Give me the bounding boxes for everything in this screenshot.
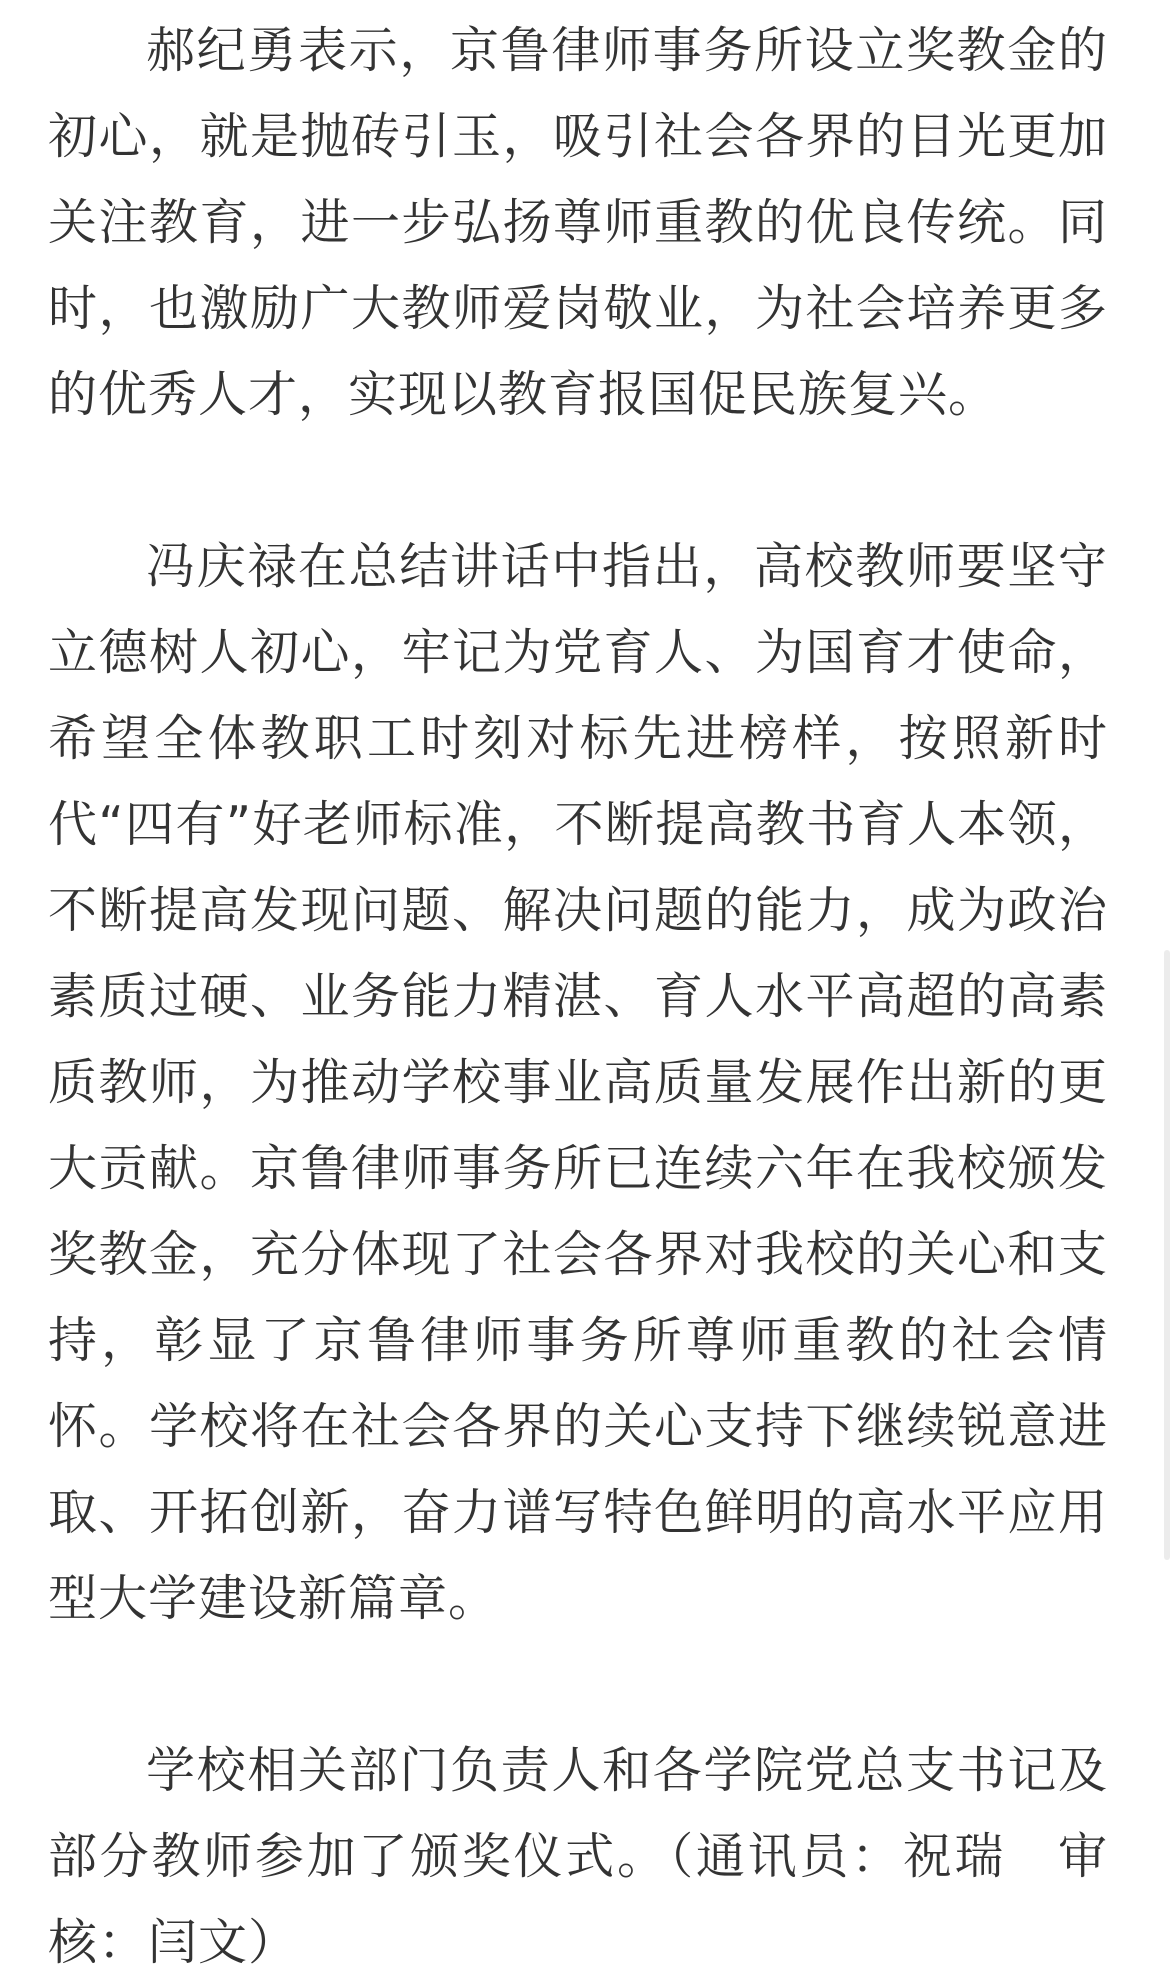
article-paragraph: 郝纪勇表示，京鲁律师事务所设立奖教金的初心，就是抛砖引玉，吸引社会各界的目光更加关注教育，进一步弘扬尊师重教的优良传统。同时，也激励广大教师爱岗敬业，为社会培养更多的优秀人才，实现以教育报国促民族复兴。 bbox=[48, 22, 1108, 423]
article-paragraph: 冯庆禄在总结讲话中指出，高校教师要坚守立德树人初心，牢记为党育人、为国育才使命，希望全体教职工时刻对标先进榜样，按照新时代“四有”好老师标准，不断提高教书育人本领，不断提高发现问题、解决问题的能力，成为政治素质过硬、业务能力精湛、育人水平高超的高素质教师，为推动学校事业高质量发展作出新的更大贡献。京鲁律师事务所已连续六年在我校颁发奖教金，充分体现了社会各界对我校的关心和支持，彰显了京鲁律师事务所尊师重教的社会情怀。学校将在社会各界的关心支持下继续锐意进取、开拓创新，奋力谱写特色鲜明的高水平应用型大学建设新篇章。 bbox=[48, 538, 1108, 1627]
scrollbar[interactable] bbox=[1164, 950, 1170, 1560]
article-paragraph: 学校相关部门负责人和各学院党总支书记及部分教师参加了颁奖仪式。（通讯员：祝瑞 审核：闫文） bbox=[48, 1742, 1108, 1971]
article-body bbox=[48, 0, 1108, 1986]
